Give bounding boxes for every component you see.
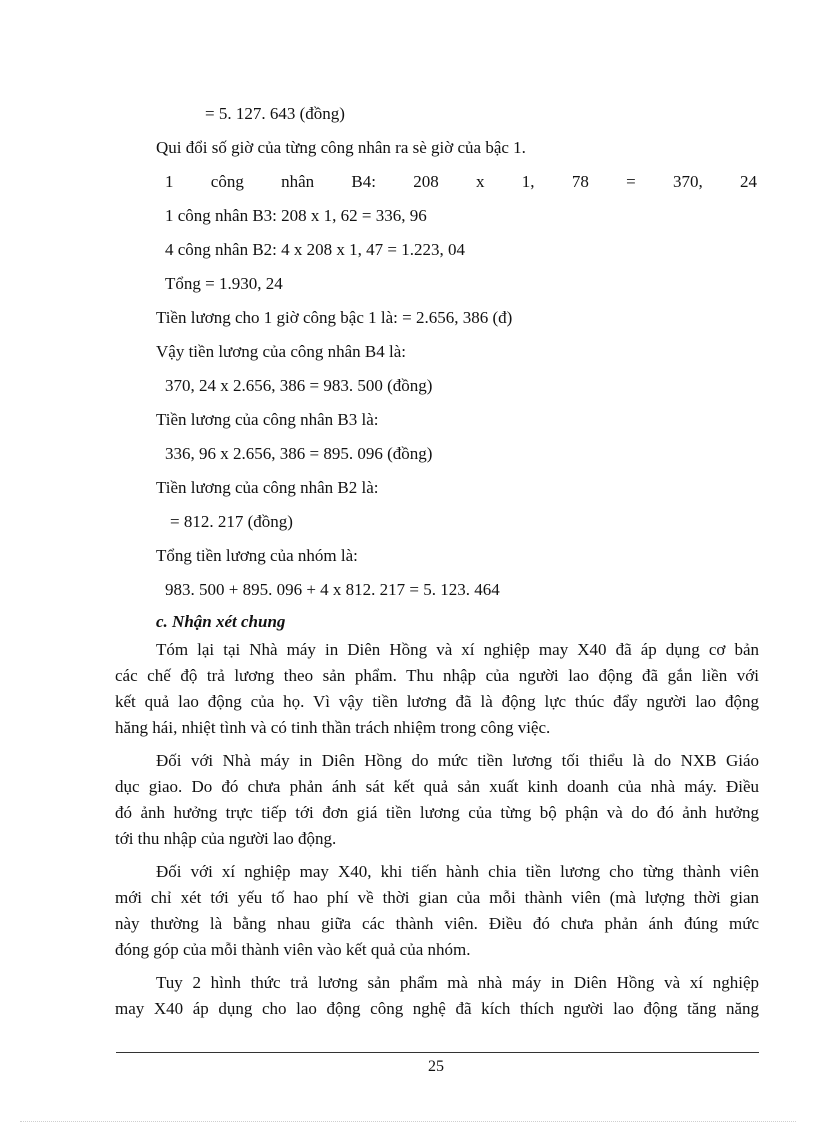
page-number: 25 xyxy=(428,1058,444,1075)
worker-b3-hours: 1 công nhân B3: 208 x 1, 62 = 336, 96 xyxy=(165,206,427,225)
paragraph-1-line-3: kết quả lao động của họ. Vì vậy tiền lương đã là động lực thúc đẩy người lao động xyxy=(115,692,759,711)
section-heading: c. Nhận xét chung xyxy=(156,612,286,631)
wage-b3-label: Tiền lương của công nhân B3 là: xyxy=(156,410,379,429)
group-total-calc: 983. 500 + 895. 096 + 4 x 812. 217 = 5. 123. 464 xyxy=(165,580,500,599)
calc-result-line: = 5. 127. 643 (đồng) xyxy=(205,104,345,123)
paragraph-4-line-1: Tuy 2 hình thức trả lương sản phẩm mà nhà máy in Diên Hồng và xí nghiệp xyxy=(156,973,759,992)
paragraph-2-line-3: đó ảnh hưởng trực tiếp tới đơn giá tiền lương của từng bộ phận và do đó ảnh hưởng xyxy=(115,803,759,822)
paragraph-1-line-2: các chế độ trả lương theo sản phẩm. Thu nhập của người lao động đã gắn liền với xyxy=(115,666,759,685)
paragraph-2-line-2: dục giao. Do đó chưa phản ánh sát kết quả sản xuất kinh doanh của nhà máy. Điều xyxy=(115,777,759,796)
paragraph-1-line-4: hăng hái, nhiệt tình và có tinh thần trách nhiệm trong công việc. xyxy=(115,718,551,737)
wage-b3-calc: 336, 96 x 2.656, 386 = 895. 096 (đồng) xyxy=(165,444,433,463)
paragraph-3-line-4: đóng góp của mỗi thành viên vào kết quả của nhóm. xyxy=(115,940,471,959)
wage-b4-calc: 370, 24 x 2.656, 386 = 983. 500 (đồng) xyxy=(165,376,433,395)
total-hours: Tổng = 1.930, 24 xyxy=(165,274,283,293)
paragraph-3-line-2: mới chỉ xét tới yếu tố hao phí về thời gian của mỗi thành viên (mà lượng thời gian xyxy=(115,888,759,907)
page-edge-dotted-line xyxy=(20,1121,796,1122)
conversion-intro: Qui đổi số giờ của từng công nhân ra sè giờ của bậc 1. xyxy=(156,138,526,157)
paragraph-3-line-3: này thường là bằng nhau giữa các thành viên. Điều đó chưa phản ánh đúng mức xyxy=(115,914,759,933)
wage-b4-label: Vậy tiền lương của công nhân B4 là: xyxy=(156,342,407,361)
group-total-label: Tổng tiền lương của nhóm là: xyxy=(156,546,358,565)
paragraph-2-line-4: tới thu nhập của người lao động. xyxy=(115,829,337,848)
wage-b2-calc: = 812. 217 (đồng) xyxy=(170,512,293,531)
worker-b2-hours: 4 công nhân B2: 4 x 208 x 1, 47 = 1.223, 04 xyxy=(165,240,465,259)
paragraph-2-line-1: Đối với Nhà máy in Diên Hồng do mức tiền lương tối thiểu là do NXB Giáo xyxy=(156,751,759,770)
paragraph-3-line-1: Đối với xí nghiệp may X40, khi tiến hành chia tiền lương cho từng thành viên xyxy=(156,862,759,881)
wage-b2-label: Tiền lương của công nhân B2 là: xyxy=(156,478,379,497)
hourly-wage-line: Tiền lương cho 1 giờ công bậc 1 là: = 2.656, 386 (đ) xyxy=(156,308,513,327)
paragraph-1-line-1: Tóm lại tại Nhà máy in Diên Hồng và xí nghiệp may X40 đã áp dụng cơ bản xyxy=(156,640,759,659)
footer-divider xyxy=(116,1052,759,1053)
paragraph-4-line-2: may X40 áp dụng cho lao động công nghệ đã kích thích người lao động tăng năng xyxy=(115,999,759,1018)
worker-b4-hours: 1 công nhân B4: 208 x 1, 78 = 370, 24 xyxy=(165,172,757,191)
